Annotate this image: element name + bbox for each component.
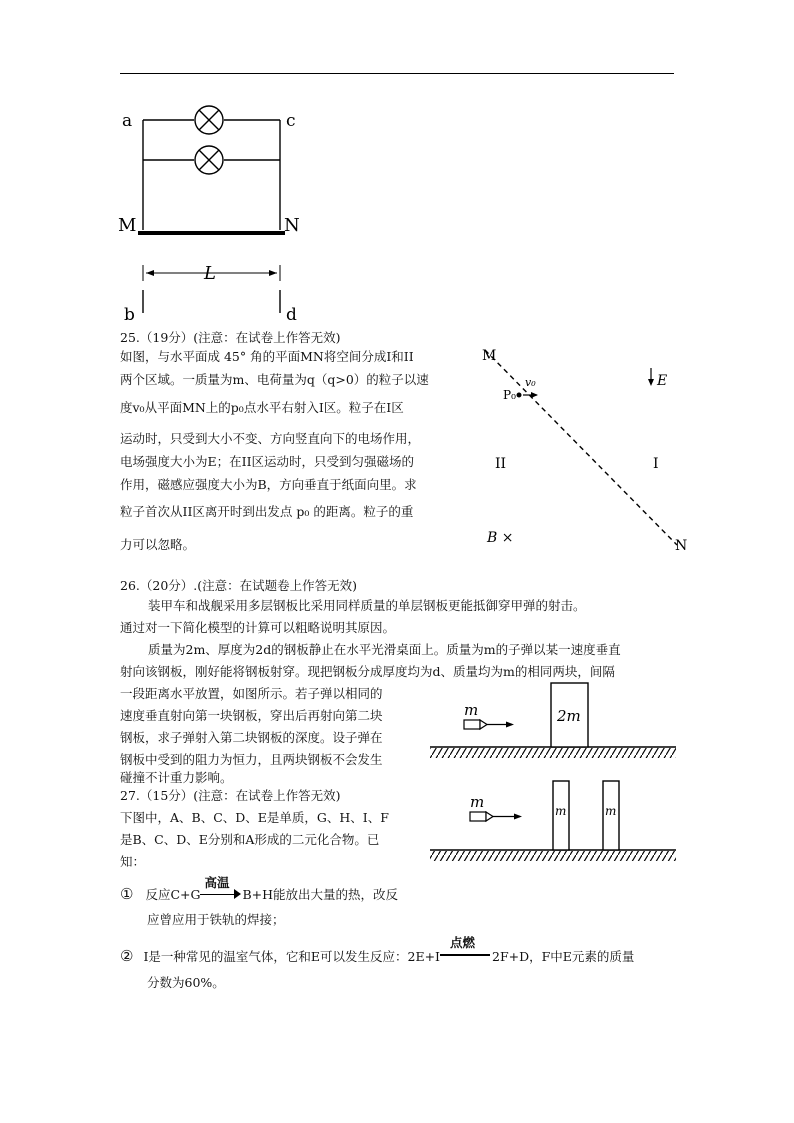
q27-line: 知： [120,854,146,869]
q25-line: 两个区域。一质量为m、电荷量为q（q>0）的粒子以速 [120,372,429,387]
q27-item-1-cont: 应曾应用于铁轨的焊接； [147,912,285,927]
arrow-head-icon [234,889,241,899]
plate-2m: 2m [557,707,581,725]
q27-item-1 [120,875,399,903]
q25-line: 作用，磁感应强度大小为B，方向垂直于纸面向里。求 [120,477,417,492]
q26-line: 一段距离水平放置，如图所示。若子弹以相同的 [120,686,383,701]
condition-label: 点燃 [450,935,476,950]
fig-I: I [653,456,659,472]
q26-line: 速度垂直射向第一块钢板，穿出后再射向第二块 [120,708,383,723]
circuit-figure [110,95,320,325]
q26-line: 射向该钢板，刚好能将钢板射穿。现把钢板分成厚度均为d、质量均为m的相同两块，间隔 [120,664,615,679]
item-text-pre: 反应C+G [145,887,201,902]
plate-m-a: m [555,804,567,818]
label-a: a [122,111,133,131]
bullet-m-2: m [470,793,485,811]
q25-title: 25.（19分）(注意：在试卷上作答无效) [120,330,341,345]
q26-line: 质量为2m、厚度为2d的钢板静止在水平光滑桌面上。质量为m的子弹以某一速度垂直 [148,642,621,657]
label-d: d [286,305,297,325]
q27-line: 是B、C、D、E分别和A形成的二元化合物。已 [120,832,380,847]
q26-line: 装甲车和战舰采用多层钢板比采用同样质量的单层钢板更能抵御穿甲弹的射击。 [148,598,586,613]
q27-title: 27.（15分）(注意：在试卷上作答无效) [120,788,341,803]
label-L: L [204,263,216,284]
item-text-post: 2F+D，F中E元素的质量 [492,949,635,964]
condition-label: 高温 [204,875,230,890]
plate-m-b: m [605,804,617,818]
item-text-post: B+H能放出大量的热，改反 [242,887,399,902]
item-text-pre: I是一种常见的温室气体，它和E可以发生反应：2E+I [143,949,440,964]
q26-line: 通过对一下简化模型的计算可以粗略说明其原因。 [120,620,396,635]
q26-bullet-figure [420,675,680,870]
item-number: ① [120,885,134,903]
q27-item-2-cont: 分数为60%。 [147,975,225,990]
arrow-icon [200,894,238,895]
fig-P0: P₀ [503,388,516,402]
label-c: c [286,111,296,131]
header-rule [120,73,674,74]
q26-title: 26.（20分）.(注意：在试题卷上作答无效) [120,578,358,593]
equals-bar-icon [440,954,490,956]
reaction-condition-bar [440,935,492,964]
fig-II: II [495,456,507,472]
q26-line: 碰撞不计重力影响。 [120,770,233,785]
fig-E: E [657,373,668,389]
item-number: ② [120,947,134,965]
q26-line: 钢板，求子弹射入第二块钢板的深度。设子弹在 [120,730,383,745]
fig-v0: v₀ [525,376,536,389]
q25-line: 粒子首次从II区离开时到出发点 p₀ 的距离。粒子的重 [120,504,414,519]
q26-line: 钢板中受到的阻力为恒力，且两块钢板不会发生 [120,752,383,767]
fig-B: B × [487,530,514,546]
q27-item-2 [120,935,635,965]
q25-line: 运动时，只受到大小不变、方向竖直向下的电场作用， [120,431,421,446]
label-N: N [284,215,300,236]
label-b: b [124,305,135,325]
q25-line: 力可以忽略。 [120,537,196,552]
q25-line: 如图，与水平面成 45° 角的平面MN将空间分成I和II [120,349,414,364]
bullet-m-1: m [464,701,479,719]
q25-field-figure [465,340,695,570]
reaction-condition-arrow [200,875,242,902]
fig-N: N [675,538,688,554]
label-M: M [118,215,137,236]
q27-line: 下图中，A、B、C、D、E是单质，G、H、I、F [120,810,389,825]
fig-M: M [482,348,497,364]
q25-line: 度v₀从平面MN上的p₀点水平右射入I区。粒子在I区 [120,400,404,415]
q25-line: 电场强度大小为E；在II区运动时，只受到匀强磁场的 [120,454,415,469]
